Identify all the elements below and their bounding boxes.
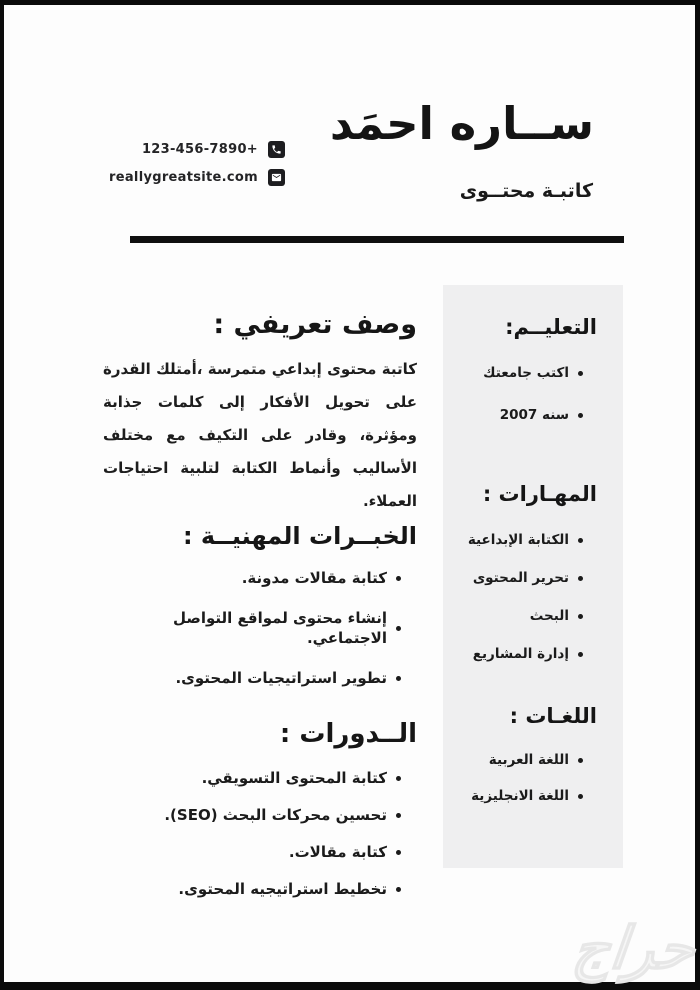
bullet-icon [578,794,583,799]
bullet-icon [578,614,583,619]
education-item: سنه 2007 [499,407,569,423]
skill-item: إدارة المشاريع [472,646,569,662]
job-title: كاتبـة محتــوى [459,180,593,202]
list-item [103,668,401,688]
website-text: reallygreatsite.com [109,170,258,185]
experience-heading: الخبــرات المهنيــة : [182,522,417,550]
education-list [453,363,597,425]
skills-heading: المهـارات : [482,482,597,506]
list-item [453,750,583,770]
experience-item: إنشاء محتوى لمواقع التواصل الاجتماعي. [172,609,387,647]
course-item: تحسين محركات البحث (SEO). [164,806,387,824]
list-item [103,768,401,788]
bullet-icon [578,576,583,581]
list-item [103,568,401,588]
contact-block [109,141,285,186]
header-divider [130,236,624,243]
language-item: اللغة الانجليزية [471,788,569,804]
bullet-icon [578,652,583,657]
list-item [453,405,583,425]
main-column [103,306,417,899]
bullet-icon [578,413,583,418]
language-item: اللغة العربية [488,752,569,768]
list-item [453,530,583,550]
list-item [453,568,583,588]
experience-item: كتابة مقالات مدونة. [241,569,387,587]
experience-list [103,568,417,688]
phone-number: 123-456-7890+ [141,142,258,157]
skill-item: تحرير المحتوى [472,570,569,586]
bullet-icon [578,371,583,376]
list-item [103,842,401,862]
experience-item: تطوير استراتيجيات المحتوى. [175,669,387,687]
education-heading: التعليــم: [505,315,597,339]
courses-list [103,768,417,899]
bullet-icon [396,887,401,892]
bullet-icon [578,538,583,543]
bullet-icon [396,850,401,855]
list-item [103,608,401,648]
list-item [453,363,583,383]
skills-list [453,530,597,664]
mail-icon [268,169,285,186]
education-item: اكتب جامعتك [483,365,569,381]
skill-item: الكتابة الإبداعية [467,532,569,548]
profile-heading: وصف تعريفي : [213,309,417,340]
courses-heading: الــدورات : [279,719,417,749]
list-item [453,786,583,806]
profile-text: كاتبة محتوى إبداعي متمرسة ،أمتلك القدرة على تحويل الأفكار إلى كلمات جذابة ومؤثرة، وقادر على التكيف مع مختلف الأساليب وأنماط الكتابة لتلبية احتياجات العملاء. [103,360,417,510]
course-item: كتابة مقالات. [288,843,387,861]
list-item [453,644,583,664]
course-item: كتابة المحتوى التسويقي. [201,769,387,787]
bullet-icon [396,576,401,581]
bullet-icon [578,758,583,763]
list-item [103,879,401,899]
languages-heading: اللغـات : [509,704,597,728]
list-item [103,805,401,825]
languages-list [453,750,597,806]
phone-icon [268,141,285,158]
bullet-icon [396,776,401,781]
sidebar-panel [443,285,623,868]
person-name: ســاره احمَد [329,97,594,150]
bullet-icon [396,813,401,818]
watermark: حراج [569,914,698,982]
list-item [453,606,583,626]
website-row [109,169,285,186]
phone-row [142,141,285,158]
bullet-icon [396,676,401,681]
bullet-icon [396,626,401,631]
skill-item: البحث [529,608,569,624]
course-item: تخطيط استراتيجيه المحتوى. [178,880,387,898]
